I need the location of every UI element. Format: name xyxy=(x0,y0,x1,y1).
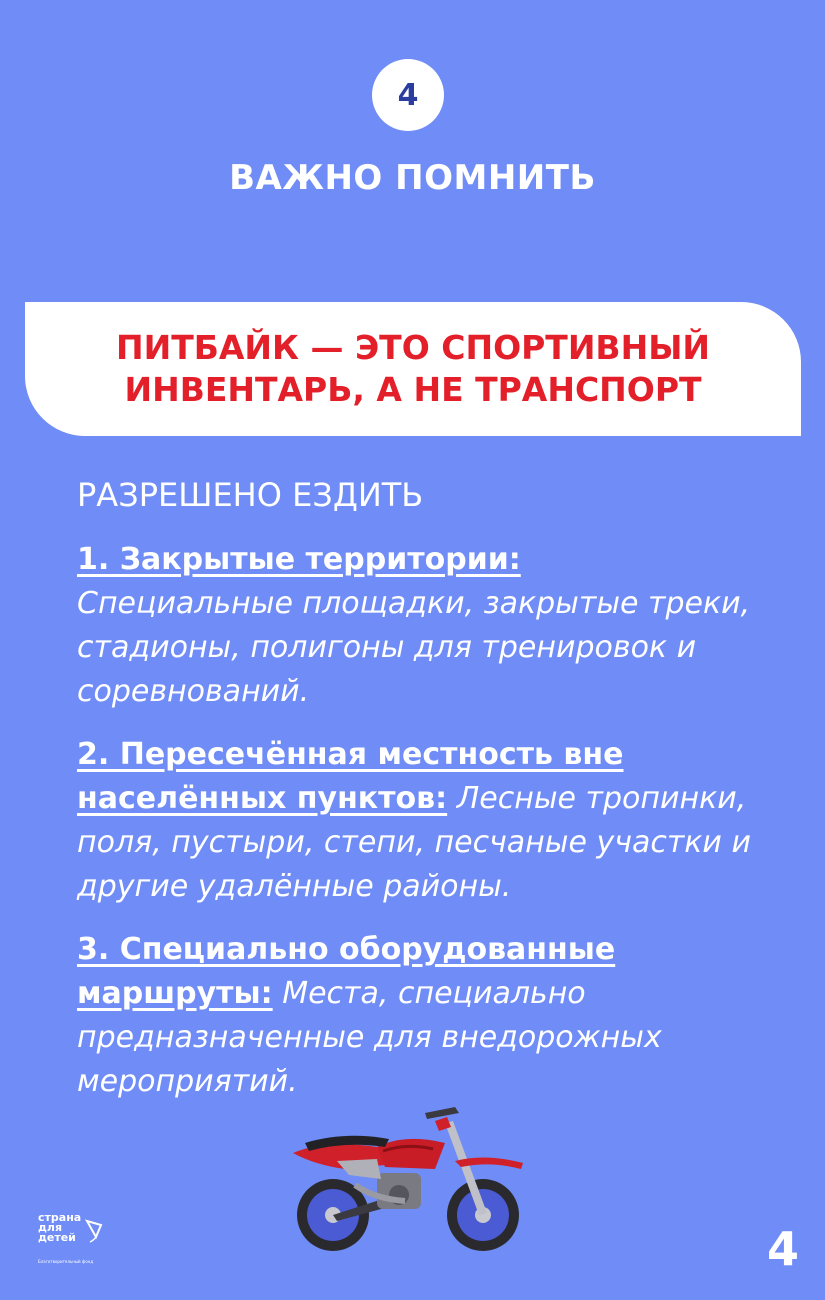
item-description: Специальные площадки, закрытые треки, стадионы, полигоны для тренировок и соревнований. xyxy=(77,586,751,709)
list-item xyxy=(77,538,777,714)
list-item xyxy=(77,928,777,1104)
brand-logo xyxy=(38,1211,104,1264)
logo-line-1: страна xyxy=(38,1211,82,1224)
logo-text xyxy=(38,1213,81,1243)
page-title: ВАЖНО ПОМНИТЬ xyxy=(229,158,596,198)
section-heading: РАЗРЕШЕНО ЕЗДИТЬ xyxy=(77,476,424,514)
banner-line-2: ИНВЕНТАРЬ, А НЕ ТРАНСПОРТ xyxy=(124,370,702,409)
logo-subtitle: Благотворительный фонд xyxy=(38,1259,94,1264)
banner-line-1: ПИТБАЙК — ЭТО СПОРТИВНЫЙ xyxy=(115,328,711,367)
item-term: 1. Закрытые территории: xyxy=(77,542,521,577)
allowed-places-list xyxy=(77,538,777,1123)
kite-icon xyxy=(84,1219,104,1243)
list-item xyxy=(77,733,777,909)
step-number: 4 xyxy=(397,77,419,113)
banner-text xyxy=(63,327,763,411)
item-description: Лесные тропинки, поля, пустыри, степи, песчаные участки и другие удалённые районы. xyxy=(77,781,751,904)
item-term: 3. Специально оборудованные маршруты: xyxy=(77,932,616,1011)
page-number: 4 xyxy=(766,1222,799,1276)
item-term: 2. Пересечённая местность вне населённых пунктов: xyxy=(77,737,624,816)
logo-line-2: для xyxy=(38,1221,63,1234)
highlight-banner xyxy=(25,302,801,436)
logo-line-3: детей xyxy=(38,1231,76,1244)
item-description: Места, специально предназначенные для внедорожных мероприятий. xyxy=(77,976,662,1099)
step-number-badge xyxy=(372,59,444,131)
motorcycle-icon xyxy=(285,1103,530,1255)
